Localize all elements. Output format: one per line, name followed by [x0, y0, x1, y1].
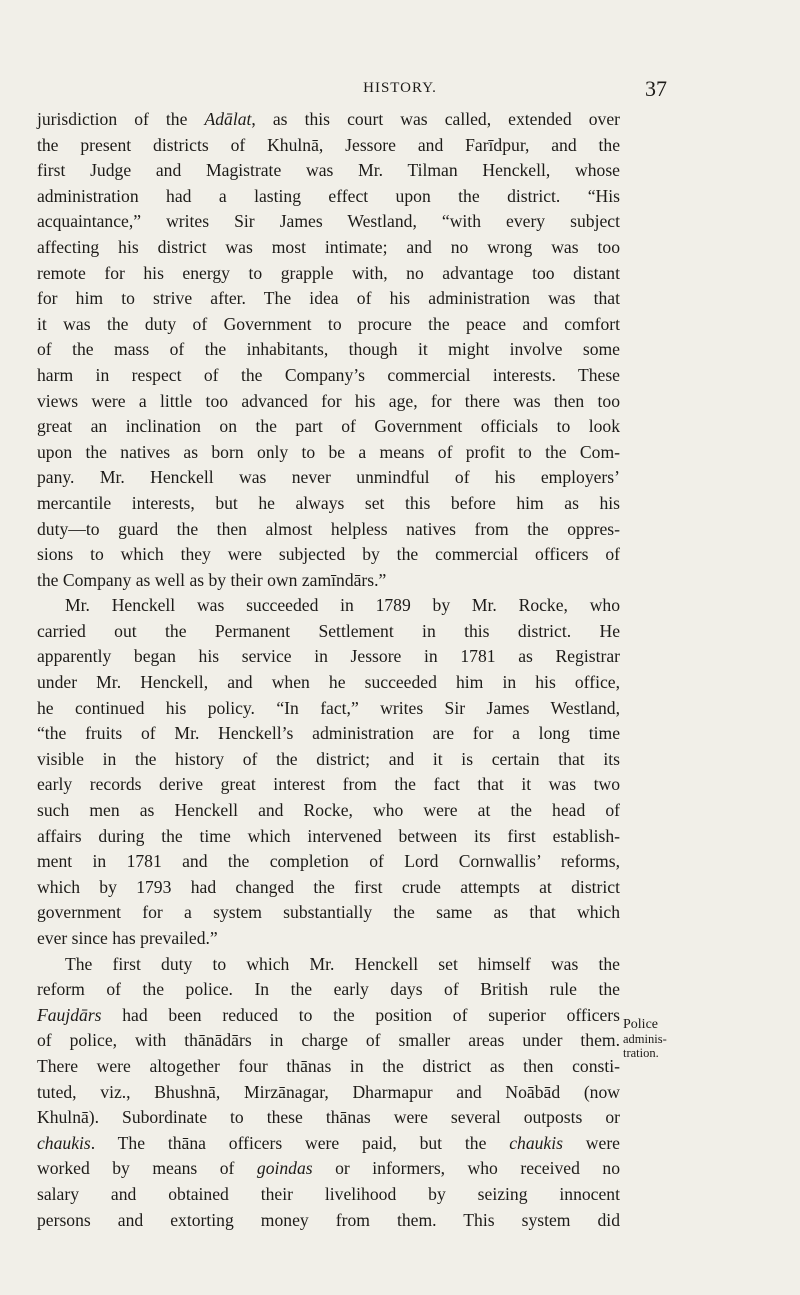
text-line: for him to strive after. The idea of his administration was that: [37, 288, 620, 309]
margin-note: [623, 1018, 683, 1060]
text-line: administration had a lasting effect upon the district. “His: [37, 185, 620, 206]
text-line: affecting his district was most intimate; and no wrong was too: [37, 236, 620, 257]
text-line: duty—to guard the then almost helpless natives from the oppres-: [37, 518, 620, 539]
text-line: worked by means of goindas or informers, who received no: [37, 1158, 620, 1179]
text-line: pany. Mr. Henckell was never unmindful of his employers’: [37, 467, 620, 488]
text-line: the present districts of Khulnā, Jessore and Farīdpur, and the: [37, 134, 620, 155]
text-line: of the mass of the inhabitants, though it might involve some: [37, 339, 620, 360]
text-line: mercantile interests, but he always set this before him as his: [37, 492, 620, 513]
text-line: reform of the police. In the early days of British rule the: [37, 979, 620, 1000]
page-header: [0, 76, 800, 106]
text-line: of police, with thānādārs in charge of smaller areas under them.: [37, 1030, 620, 1051]
body-text: [37, 107, 620, 1233]
text-line: ment in 1781 and the completion of Lord Cornwallis’ reforms,: [37, 851, 620, 872]
text-line: salary and obtained their livelihood by seizing innocent: [37, 1183, 620, 1204]
text-line: the Company as well as by their own zamīndārs.”: [37, 569, 387, 590]
text-line: early records derive great interest from the fact that it was two: [37, 774, 620, 795]
text-line: visible in the history of the district; and it is certain that its: [37, 748, 620, 769]
text-line: affairs during the time which intervened between its first establish-: [37, 825, 620, 846]
text-line: remote for his energy to grapple with, no advantage too distant: [37, 262, 620, 283]
text-line: “the fruits of Mr. Henckell’s administration are for a long time: [37, 723, 620, 744]
margin-note-line: Police: [623, 1017, 658, 1032]
text-line: Faujdārs had been reduced to the position of superior officers: [37, 1004, 620, 1025]
text-line: it was the duty of Government to procure the peace and comfort: [37, 313, 620, 334]
text-line: persons and extorting money from them. This system did: [37, 1209, 620, 1230]
italic-term: chaukis: [37, 1132, 91, 1153]
margin-note-line: tration.: [623, 1046, 659, 1060]
text-line: carried out the Permanent Settlement in this district. He: [37, 620, 620, 641]
running-head: HISTORY.: [363, 80, 437, 96]
text-line: government for a system substantially the same as that which: [37, 902, 620, 923]
text-line: acquaintance,” writes Sir James Westland, “with every subject: [37, 211, 620, 232]
italic-term: chaukis: [509, 1132, 563, 1153]
text-line: sions to which they were subjected by the commercial officers of: [37, 544, 620, 565]
text-line: There were altogether four thānas in the district as then consti-: [37, 1055, 620, 1076]
text-line: upon the natives as born only to be a means of profit to the Com-: [37, 441, 620, 462]
text-line: The first duty to which Mr. Henckell set himself was the: [65, 953, 620, 974]
text-line: ever since has prevailed.”: [37, 928, 218, 948]
text-line: great an inclination on the part of Government officials to look: [37, 416, 620, 437]
text-line: he continued his policy. “In fact,” writes Sir James Westland,: [37, 697, 620, 718]
margin-note-line: adminis-: [623, 1032, 667, 1046]
text-line: under Mr. Henckell, and when he succeeded him in his office,: [37, 672, 620, 693]
text-line: harm in respect of the Company’s commercial interests. These: [37, 364, 620, 385]
page-number: 37: [645, 76, 667, 101]
text-line: chaukis. The thāna officers were paid, but the chaukis were: [37, 1132, 620, 1153]
text-line: apparently began his service in Jessore in 1781 as Registrar: [37, 646, 620, 667]
italic-term: goindas: [256, 1158, 313, 1179]
italic-term: Adālat: [204, 109, 252, 129]
text-line: views were a little too advanced for his age, for there was then too: [37, 390, 620, 411]
text-line: Mr. Henckell was succeeded in 1789 by Mr. Rocke, who: [65, 595, 620, 616]
text-line: which by 1793 had changed the first crude attempts at district: [37, 876, 620, 897]
italic-term: Faujdārs: [37, 1004, 102, 1025]
text-line: first Judge and Magistrate was Mr. Tilman Henckell, whose: [37, 160, 620, 181]
text-line: tuted, viz., Bhushnā, Mirzānagar, Dharmapur and Noābād (now: [37, 1081, 620, 1102]
text-line: jurisdiction of the Adālat, as this court was called, extended over: [37, 109, 620, 129]
text-line: such men as Henckell and Rocke, who were at the head of: [37, 800, 620, 821]
text-line: Khulnā). Subordinate to these thānas were several outposts or: [37, 1107, 620, 1128]
